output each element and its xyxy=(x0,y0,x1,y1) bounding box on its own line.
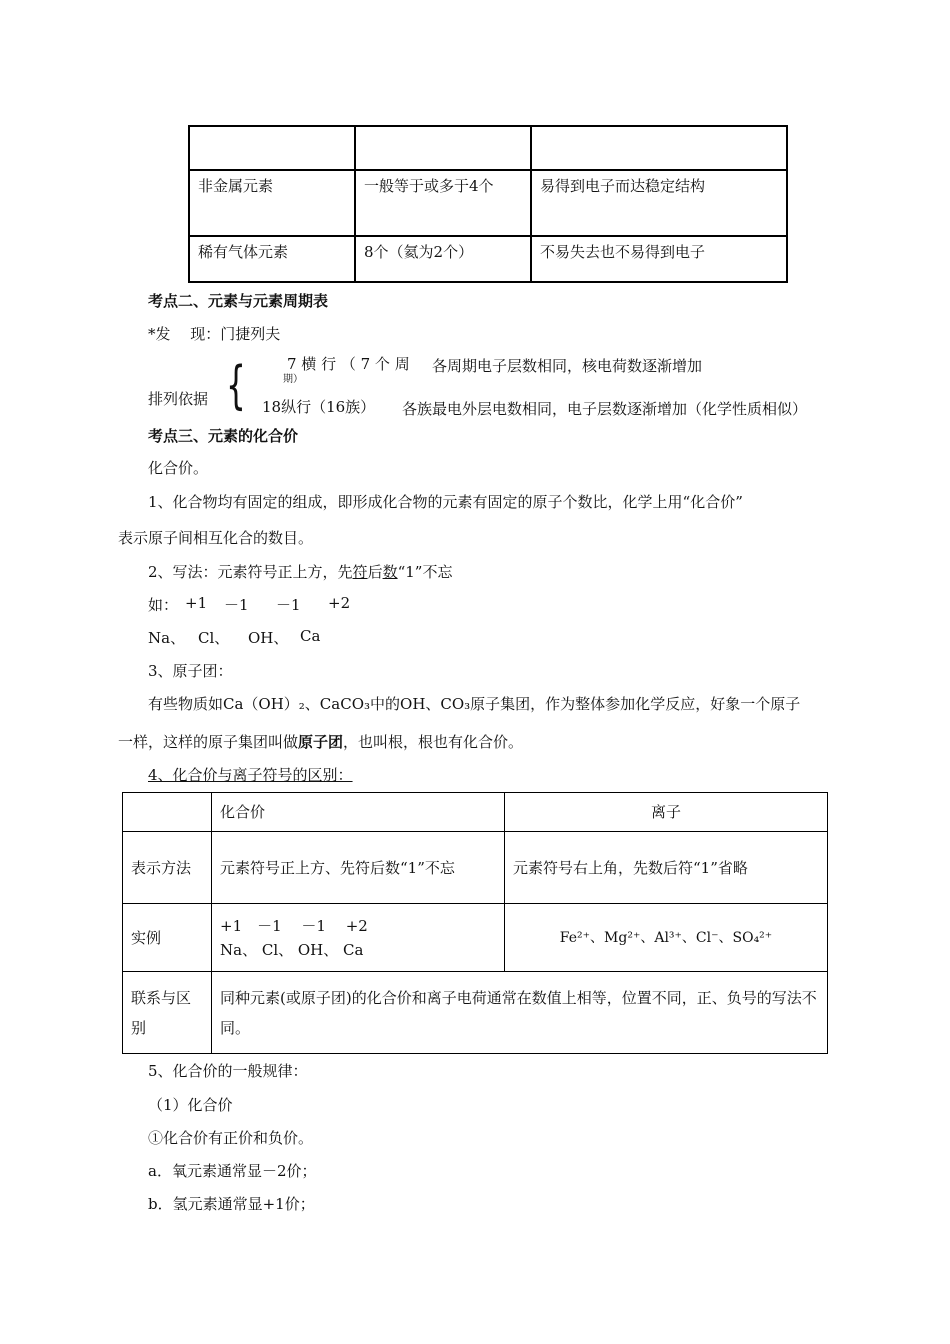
symbol-line: Na、 Cl、 OH、 Ca xyxy=(220,940,364,959)
paragraph: （1）化合价 xyxy=(148,1096,233,1114)
section-title: 4、化合价与离子符号的区别： xyxy=(148,766,353,784)
text: 一样，这样的原子集团叫做 xyxy=(118,733,299,751)
element-symbol: Ca xyxy=(300,627,321,645)
valence-line: +1 －1 －1 +2 xyxy=(220,916,368,935)
table1-cell: 稀有气体元素 xyxy=(189,236,355,282)
valence-value: +2 xyxy=(328,594,351,612)
period-row-left: 7 横 行 （ 7 个 周 xyxy=(287,355,410,373)
element-electron-table xyxy=(188,125,788,283)
table1-cell: 8个（氦为2个） xyxy=(355,236,531,282)
valence-value: －1 xyxy=(276,596,301,614)
discoverer-line: *发 现：门捷列夫 xyxy=(148,325,281,343)
table2-header-cell: 化合价 xyxy=(212,793,505,832)
group-row-left: 18纵行（16族） xyxy=(262,398,376,416)
table2-header-cell xyxy=(123,793,212,832)
writing-rule-line xyxy=(148,561,452,582)
table2-cell xyxy=(212,904,505,972)
section-title: 5、化合价的一般规律： xyxy=(148,1062,308,1080)
paragraph: 化合价。 xyxy=(148,459,209,477)
text: ，也叫根，根也有化合价。 xyxy=(343,733,524,751)
text: 原子团 xyxy=(298,733,344,751)
paragraph xyxy=(118,731,523,752)
text: 数 xyxy=(382,563,398,581)
text: 后 xyxy=(367,563,383,581)
valence-value: －1 xyxy=(224,596,249,614)
period-row-cut: 期） xyxy=(283,374,303,385)
table2-row-label: 实例 xyxy=(123,904,212,972)
valence-value: +1 xyxy=(185,594,208,612)
table2-header-cell: 离子 xyxy=(505,793,828,832)
group-row-right: 各族最电外层电数相同，电子层数逐渐增加（化学性质相似） xyxy=(402,400,808,418)
element-symbol: OH、 xyxy=(248,629,289,647)
arrangement-basis-label: 排列依据 xyxy=(148,390,209,408)
element-symbol: Na、 xyxy=(148,629,186,647)
table1-cell xyxy=(531,126,787,170)
paragraph: 3、原子团： xyxy=(148,662,233,680)
table2-cell: 同种元素(或原子团)的化合价和离子电荷通常在数值上相等，位置不同，正、负号的写法不同。 xyxy=(212,972,828,1054)
table2-cell: 元素符号右上角，先数后符“1”省略 xyxy=(505,832,828,904)
example-label: 如： xyxy=(148,596,179,614)
text: 2、写法：元素符号正上方，先 xyxy=(148,563,353,581)
table2-row-label: 表示方法 xyxy=(123,832,212,904)
paragraph: 有些物质如Ca（OH）₂、CaCO₃中的OH、CO₃原子集团，作为整体参加化学反应，好象一个原子 xyxy=(148,695,801,713)
paragraph: 表示原子间相互化合的数目。 xyxy=(118,529,314,547)
period-row-right: 各周期电子层数相同，核电荷数逐渐增加 xyxy=(432,357,703,375)
table2-cell: 元素符号正上方、先符后数“1”不忘 xyxy=(212,832,505,904)
left-brace-icon: { xyxy=(226,356,246,416)
table1-cell xyxy=(189,126,355,170)
table2-cell: Fe²⁺、Mg²⁺、Al³⁺、Cl⁻、SO₄²⁺ xyxy=(505,904,828,972)
table1-cell: 不易失去也不易得到电子 xyxy=(531,236,787,282)
paragraph: b．氢元素通常显+1价； xyxy=(148,1195,315,1213)
text: 符 xyxy=(352,563,368,581)
table2-row-label: 联系与区别 xyxy=(123,972,212,1054)
paragraph: a．氧元素通常显－2价； xyxy=(148,1162,317,1180)
table1-cell: 非金属元素 xyxy=(189,170,355,236)
element-symbol: Cl、 xyxy=(198,629,230,647)
paragraph: 1、化合物均有固定的组成，即形成化合物的元素有固定的原子个数比，化学上用“化合价” xyxy=(148,493,743,511)
valence-vs-ion-table xyxy=(122,792,828,1054)
table1-cell xyxy=(355,126,531,170)
table1-cell: 一般等于或多于4个 xyxy=(355,170,531,236)
table1-cell: 易得到电子而达稳定结构 xyxy=(531,170,787,236)
section2-heading: 考点二、元素与元素周期表 xyxy=(148,292,329,310)
section3-heading: 考点三、元素的化合价 xyxy=(148,427,299,445)
paragraph: ①化合价有正价和负价。 xyxy=(148,1129,314,1147)
text: “1”不忘 xyxy=(397,563,453,581)
